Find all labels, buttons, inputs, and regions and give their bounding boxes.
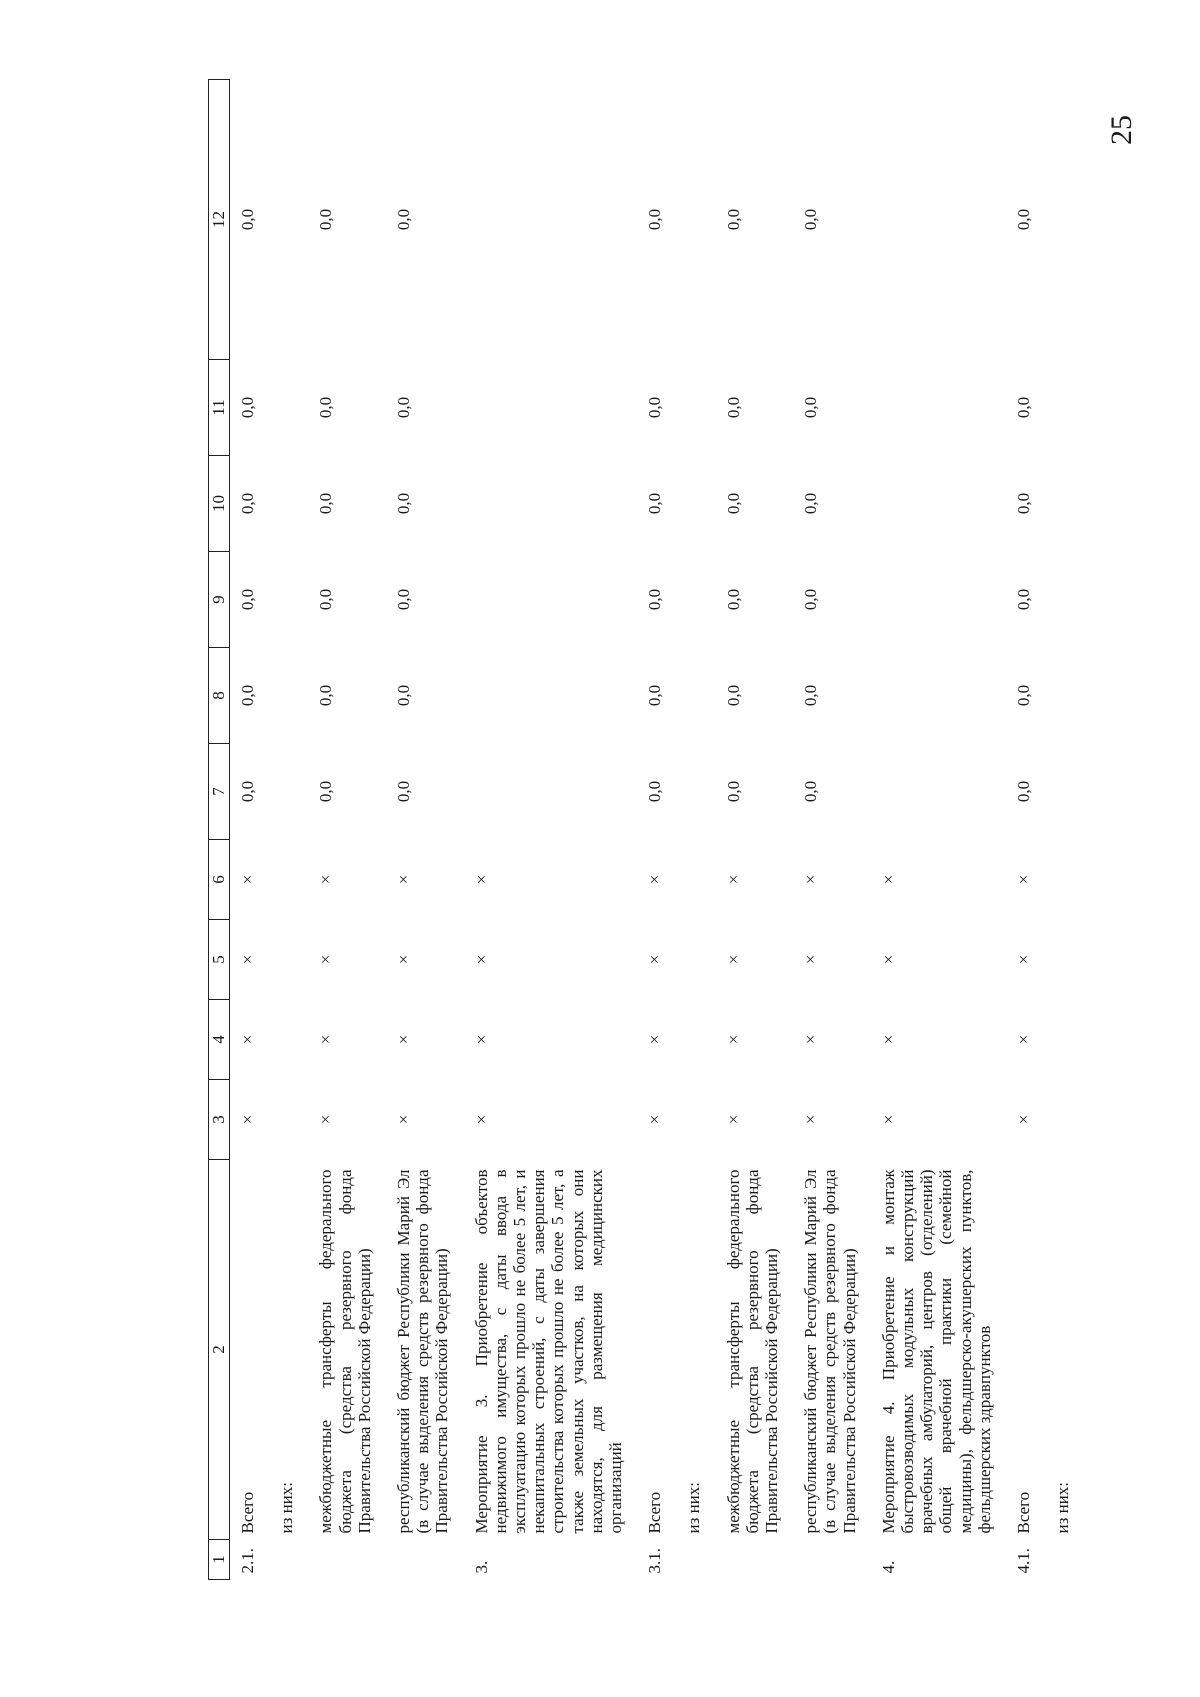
cross-mark-cell: × [1014,1114,1034,1125]
value-cell: 0,0 [645,588,665,611]
value-cell: 0,0 [801,396,821,419]
table-row [676,80,715,1580]
row-description: межбюджетные трансферты федерального бюджета (средства резервного фонда Правительства Российской Федерации) [316,1169,374,1534]
row-description: Мероприятие 4. Приобретение и монтаж быстровозводимых модульных конструкций врачебных амбулаторий, центров (отделений) общей врачебной практики (семейной медицины), фельдшерско-акушерских пунктов, фельдшерских здравпунктов [878,1169,994,1534]
cross-mark-cell: × [645,874,665,885]
cross-mark-cell: × [878,1114,898,1125]
table-row [308,80,386,1580]
value-cell [1045,80,1084,360]
value-cell [269,552,308,648]
value-cell: 0,0 [1014,588,1034,611]
column-header: 2 [209,1160,230,1540]
value-cell: 0,0 [394,780,414,803]
cross-mark-cell: × [1014,954,1034,965]
value-cell: 0,0 [394,492,414,515]
value-cell: 0,0 [1014,684,1034,707]
value-cell: 0,0 [801,780,821,803]
value-cell: 0,0 [645,780,665,803]
cross-mark-cell: × [878,874,898,885]
value-cell [464,360,638,456]
value-cell: 0,0 [394,396,414,419]
value-cell [676,80,715,360]
cross-mark-cell: × [801,954,821,965]
cross-mark-cell [676,920,715,1000]
cross-mark-cell [269,1000,308,1080]
row-number: 2.1. [238,1548,257,1574]
value-cell [464,80,638,360]
cross-mark-cell [1045,1000,1084,1080]
row-description: республиканский бюджет Республики Марий Эл (в случае выделения средств резервного фонда Правительства Российской Федерации) [801,1169,859,1534]
row-number [716,1540,794,1580]
rotated-page-content [200,80,1180,1580]
value-cell [871,648,1006,744]
cross-mark-cell [269,1080,308,1160]
table-row [637,80,676,1580]
row-number: 3. [471,1560,491,1574]
table-row [716,80,794,1580]
cross-mark-cell [269,920,308,1000]
value-cell: 0,0 [316,208,336,231]
value-cell [1045,648,1084,744]
value-cell: 0,0 [801,492,821,515]
value-cell [464,744,638,840]
column-header: 8 [209,648,230,744]
row-number: 3.1. [645,1548,665,1574]
value-cell: 0,0 [238,396,257,419]
row-description: Мероприятие 3. Приобретение объектов недвижимого имущества, с даты ввода в эксплуатацию которых прошло не более 5 лет, и некапитальных строений, с даты завершения строительства которых прошло не более 5 лет, а также земельных участков, на которых они находятся, для размещения медицинских организаций [471,1169,626,1534]
value-cell [1045,360,1084,456]
value-cell [464,648,638,744]
value-cell: 0,0 [645,492,665,515]
value-cell: 0,0 [316,396,336,419]
value-cell: 0,0 [394,208,414,231]
value-cell: 0,0 [1014,208,1034,231]
cross-mark-cell: × [645,1034,665,1045]
value-cell [464,456,638,552]
column-header: 7 [209,744,230,840]
cross-mark-cell [1045,1080,1084,1160]
value-cell: 0,0 [723,208,743,231]
cross-mark-cell: × [801,1034,821,1045]
value-cell: 0,0 [801,588,821,611]
value-cell: 0,0 [394,684,414,707]
value-cell: 0,0 [316,492,336,515]
column-header: 6 [209,840,230,920]
value-cell [871,360,1006,456]
cross-mark-cell: × [316,1034,336,1045]
value-cell: 0,0 [316,588,336,611]
table-body [230,80,1085,1580]
value-cell [269,456,308,552]
column-header: 1 [209,1540,230,1580]
cross-mark-cell: × [471,1034,491,1045]
column-header: 3 [209,1080,230,1160]
cross-mark-cell: × [394,954,414,965]
value-cell: 0,0 [316,684,336,707]
column-header: 12 [209,80,230,360]
cross-mark-cell: × [723,954,743,965]
value-cell [871,80,1006,360]
value-cell [1045,552,1084,648]
column-header: 10 [209,456,230,552]
value-cell: 0,0 [801,208,821,231]
value-cell: 0,0 [238,208,257,231]
cross-mark-cell: × [1014,874,1034,885]
row-number: 4. [878,1560,898,1574]
row-number: 4.1. [1014,1548,1034,1574]
value-cell: 0,0 [238,588,257,611]
cross-mark-cell: × [238,954,257,965]
column-header: 9 [209,552,230,648]
table-row [464,80,638,1580]
value-cell: 0,0 [238,780,257,803]
cross-mark-cell: × [471,874,491,885]
row-number [386,1540,464,1580]
cross-mark-cell: × [394,874,414,885]
value-cell: 0,0 [316,780,336,803]
value-cell: 0,0 [723,396,743,419]
cross-mark-cell: × [1014,1034,1034,1045]
row-description: из них: [277,1482,297,1534]
row-description: из них: [1053,1482,1073,1534]
value-cell: 0,0 [645,208,665,231]
header-top-band [200,80,209,1580]
cross-mark-cell [1045,920,1084,1000]
row-description: межбюджетные трансферты федерального бюджета (средства резервного фонда Правительства Российской Федерации) [723,1169,782,1534]
value-cell: 0,0 [723,684,743,707]
cross-mark-cell: × [394,1034,414,1045]
cross-mark-cell [1045,840,1084,920]
value-cell: 0,0 [645,396,665,419]
value-cell [269,744,308,840]
table-row [1045,80,1084,1580]
cross-mark-cell: × [394,1114,414,1125]
budget-table [200,79,1085,1580]
value-cell: 0,0 [394,588,414,611]
value-cell: 0,0 [1014,492,1034,515]
row-description: республиканский бюджет Республики Марий Эл (в случае выделения средств резервного фонда Правительства Российской Федерации) [394,1169,452,1534]
value-cell: 0,0 [801,684,821,707]
cross-mark-cell [676,1080,715,1160]
column-header: 4 [209,1000,230,1080]
cross-mark-cell: × [645,954,665,965]
table-row [1006,80,1045,1580]
value-cell [871,456,1006,552]
row-number [1045,1540,1084,1580]
cross-mark-cell: × [316,1114,336,1125]
cross-mark-cell: × [801,874,821,885]
cross-mark-cell: × [723,874,743,885]
header-row [209,80,230,1580]
row-description: Всего [645,1491,665,1534]
cross-mark-cell [676,1000,715,1080]
value-cell [871,744,1006,840]
table-row [269,80,308,1580]
value-cell [676,456,715,552]
table-row [871,80,1006,1580]
value-cell: 0,0 [238,684,257,707]
value-cell [1045,744,1084,840]
value-cell [269,648,308,744]
cross-mark-cell: × [801,1114,821,1125]
column-header: 11 [209,360,230,456]
value-cell: 0,0 [1014,780,1034,803]
cross-mark-cell [676,840,715,920]
cross-mark-cell: × [471,954,491,965]
value-cell [676,360,715,456]
value-cell [871,552,1006,648]
row-description: Всего [1014,1491,1034,1534]
row-number [269,1540,308,1580]
row-description: из них: [684,1482,704,1534]
cross-mark-cell: × [878,1034,898,1045]
cross-mark-cell: × [238,874,257,885]
cross-mark-cell: × [316,954,336,965]
cross-mark-cell: × [723,1034,743,1045]
value-cell [676,648,715,744]
table-row [793,80,871,1580]
table-row [386,80,464,1580]
page-number: 25 [1105,115,1138,145]
cross-mark-cell [269,840,308,920]
column-header: 5 [209,920,230,1000]
cross-mark-cell: × [723,1114,743,1125]
row-number [676,1540,715,1580]
value-cell: 0,0 [723,780,743,803]
row-number [793,1540,871,1580]
table-row [230,80,270,1580]
value-cell: 0,0 [1014,396,1034,419]
value-cell [464,552,638,648]
row-number [308,1540,386,1580]
value-cell [269,360,308,456]
value-cell [676,744,715,840]
value-cell [269,80,308,360]
value-cell [676,552,715,648]
value-cell: 0,0 [723,588,743,611]
cross-mark-cell: × [238,1114,257,1125]
value-cell: 0,0 [238,492,257,515]
cross-mark-cell: × [316,874,336,885]
value-cell: 0,0 [723,492,743,515]
value-cell: 0,0 [645,684,665,707]
cross-mark-cell: × [471,1114,491,1125]
cross-mark-cell: × [645,1114,665,1125]
row-description: Всего [238,1491,257,1534]
cross-mark-cell: × [238,1034,257,1045]
value-cell [1045,456,1084,552]
cross-mark-cell: × [878,954,898,965]
